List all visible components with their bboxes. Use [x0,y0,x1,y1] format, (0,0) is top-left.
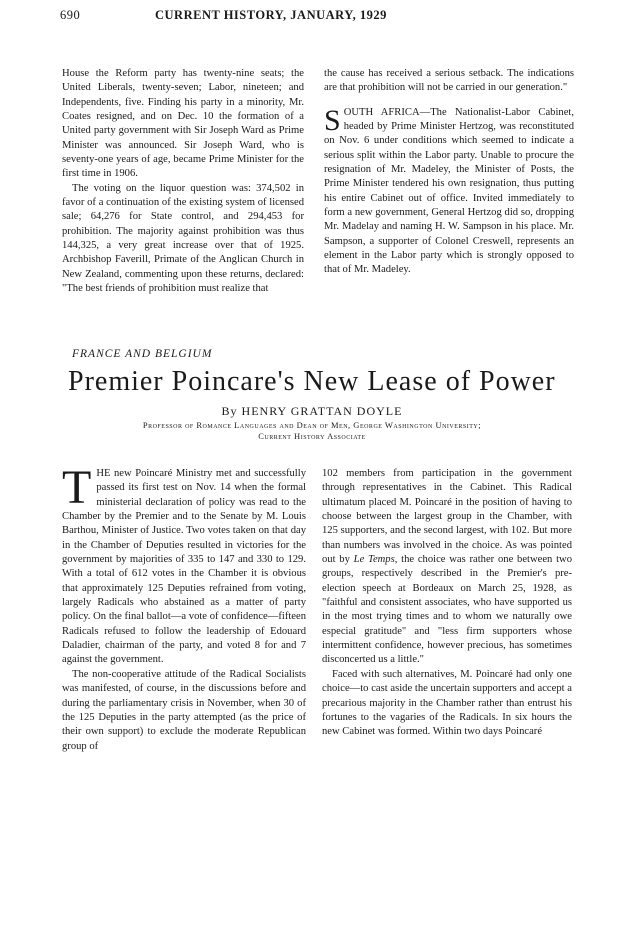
paragraph-text: , the choice was rather one between two groups, respectively described in the Premier's pre-election speech at Bordeaux on March 25, 1928, as "faithful and consistent associates, who have supported us in the most trying times and to whom we naturally owe especial gratitude" and "less firm supporters whose intermittent confidence, however precious, has sometimes disconcerted us a little." [322,554,572,666]
page-number: 690 [60,8,81,22]
top-right-column [324,67,574,278]
opening-paragraph [62,461,306,668]
paragraph: the cause has received a serious setback. The indications are that prohibition will not be carried in our generation." [324,68,574,94]
paragraph: Faced with such alternatives, M. Poincaré had only one choice—to cast aside the uncertain supporters and accept a precarious majority in the Chamber rather than entrust his fortunes to the vagaries of the Radicals. In six hours the new Cabinet was formed. Within two days Poincaré [322,668,572,738]
paragraph-body: —The Nationalist-Labor Cabinet, headed by Prime Minister Hertzog, was reconstituted on Nov. 6 under conditions which seemed to indicate a serious split within the Labor party. Unable to procure the resignation of Mr. Madeley, the Minister of Posts, the Prime Minister tendered his own resignation, thus putting his entire Cabinet out of office. Invited immediately to form a new government, General Hertzog did so, dropping Mr. Madelay and naming H. W. Sampson in his place. Mr. Sampson, a supporter of Colonel Creswell, represents an element in the Labor party which is strongly opposed to that of Mr. Madeley. [324,106,574,276]
paragraph: The voting on the liquor question was: 374,502 in favor of a continuation of the existing system of licensed sale; 64,276 for State control, and 294,453 for prohibition. The majority against prohibition was thus 144,325, a very great increase over that of 1925. Archbishop Faverill, Primate of the Anglican Church in New Zealand, commenting upon these returns, declared: "The best friends of prohibition must realize that [62,182,304,295]
newspaper-name: Le Temps [353,554,395,566]
article-title: Premier Poincare's New Lease of Power [68,366,556,397]
running-title: CURRENT HISTORY, JANUARY, 1929 [155,8,387,22]
initial-letter: S [324,103,341,137]
page-header [60,8,580,26]
paragraph: The non-cooperative attitude of the Radical Socialists was manifested, of course, in the discussions before and during the parliamentary crisis in November, when 30 of the 125 Deputies in the party attempted (as the price of their own support) to exclude the moderate Republican group of [62,668,306,752]
top-left-column [62,67,304,297]
lead-in: OUTH AFRICA [343,106,420,118]
paragraph: House the Reform party has twenty-nine seats; the United Liberals, twenty-seven; Labor, nineteen; and Independents, five. Finding his party in a minority, Mr. Coates resigned, and on Dec. 10 the formation of a United party government with Sir Joseph Ward as Prime Minister was announced. Sir Joseph Ward, who is seventy-one years of age, became Prime Minister for the first time in 1906. [62,68,304,180]
byline: By HENRY GRATTAN DOYLE [221,404,403,418]
paragraph-body: HE new Poincaré Ministry met and successfully passed its first test on Nov. 14 when the formal ministerial declaration of policy was read to the Chamber by the Premier and to the Senate by M. Louis Barthou, Minister of Justice. Two votes taken on that day in the Chamber of Deputies resulted in victories for the government by majorities of 335 to 147 and 330 to 129. With a total of 612 votes in the Chamber it is obvious that approximately 125 Deputies refrained from voting, largely Radicals who abstained as a matter of party policy. On the final ballot—a vote of confidence—fifteen Radicals refused to follow the leadership of Edouard Daladier, chairman of the party, and voted 8 for and 7 against the government. [62,468,306,666]
south-africa-paragraph [324,103,574,278]
author-affiliation: Current History Associate [258,431,366,441]
bottom-right-column [322,467,572,740]
bottom-left-column [62,461,306,754]
author-affiliation: Professor of Romance Languages and Dean of Men, George Washington University; [142,420,482,430]
drop-cap: T [62,461,92,514]
section-label: FRANCE AND BELGIUM [72,348,213,360]
paragraph-text: 102 members from participation in the government through representatives in the Cabinet. This Radical ultimatum placed M. Poincaré in the position of having to choose between the largest group in the Chamber, with 125 supporters, and the second largest, with 102. But more than numbers was involved in the choice. As was pointed out by [322,468,572,566]
paragraph [322,467,572,668]
